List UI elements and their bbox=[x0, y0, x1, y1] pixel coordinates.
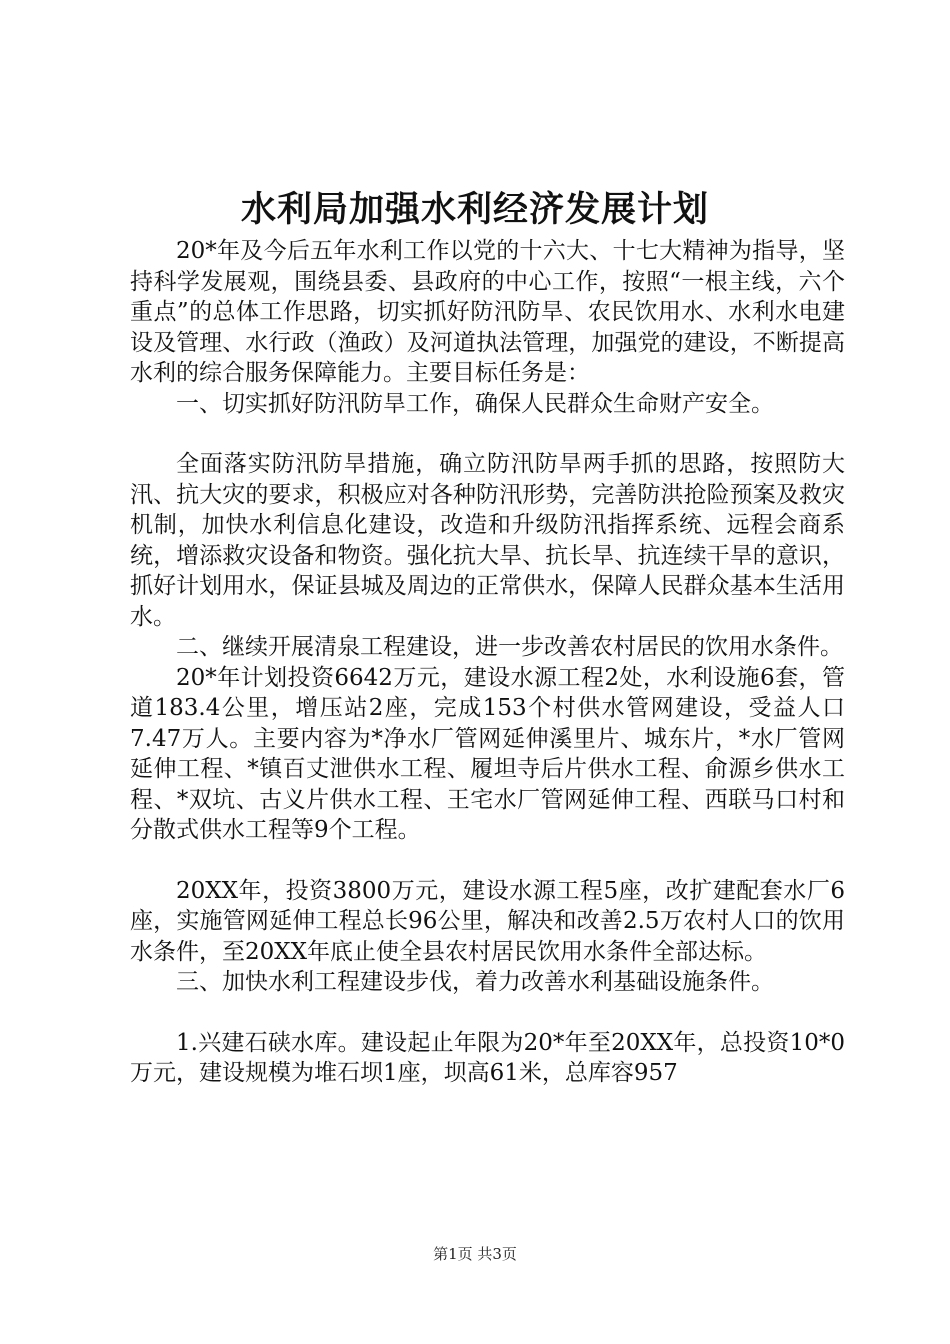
paragraph-flood-control: 全面落实防汛防旱措施，确立防汛防旱两手抓的思路，按照防大汛、抗大灾的要求，积极应对各种防汛形势，完善防洪抢险预案及救灾机制，加快水利信息化建设，改造和升级防汛指挥系统、远程会商系统，增添救灾设备和物资。强化抗大旱、抗长旱、抗连续干旱的意识，抓好计划用水，保证县城及周边的正常供水，保障人民群众基本生活用水。 bbox=[130, 451, 845, 630]
heading-section-2: 二、继续开展清泉工程建设，进一步改善农村居民的饮用水条件。 bbox=[176, 634, 843, 660]
document-title: 水利局加强水利经济发展计划 bbox=[240, 189, 709, 230]
page-footer: 第1页 共3页 bbox=[433, 1245, 517, 1263]
paragraph-water-supply-target: 20XX年，投资3800万元，建设水源工程5座，改扩建配套水厂6座，实施管网延伸工程总长96公里，解决和改善2.5万农村人口的饮用水条件，至20XX年底止使全县农村居民饮用水条件全部达标。 bbox=[130, 877, 845, 965]
paragraph-reservoir: 1.兴建石硖水库。建设起止年限为20*年至20XX年，总投资10*0万元，建设规模为堆石坝1座，坝高61米，总库容957 bbox=[130, 1029, 845, 1086]
document-body bbox=[130, 236, 845, 1089]
paragraph-water-supply-plan: 20*年计划投资6642万元，建设水源工程2处，水利设施6套，管道183.4公里，增压站2座，完成153个村供水管网建设，受益人口7.47万人。主要内容为*净水厂管网延伸溪里片、城东片，*水厂管网延伸工程、*镇百丈泄供水工程、履坦寺后片供水工程、俞源乡供水工程、*双坑、古义片供水工程、王宅水厂管网延伸工程、西联马口村和分散式供水工程等9个工程。 bbox=[130, 664, 845, 843]
heading-section-3: 三、加快水利工程建设步伐，着力改善水利基础设施条件。 bbox=[176, 969, 774, 995]
heading-section-1: 一、切实抓好防汛防旱工作，确保人民群众生命财产安全。 bbox=[176, 390, 774, 417]
paragraph-intro: 20*年及今后五年水利工作以党的十六大、十七大精神为指导，坚持科学发展观，围绕县委、县政府的中心工作，按照“一根主线，六个重点”的总体工作思路，切实抓好防汛防旱、农民饮用水、水利水电建设及管理、水行政（渔政）及河道执法管理，加强党的建设，不断提高水利的综合服务保障能力。主要目标任务是： bbox=[130, 238, 845, 386]
